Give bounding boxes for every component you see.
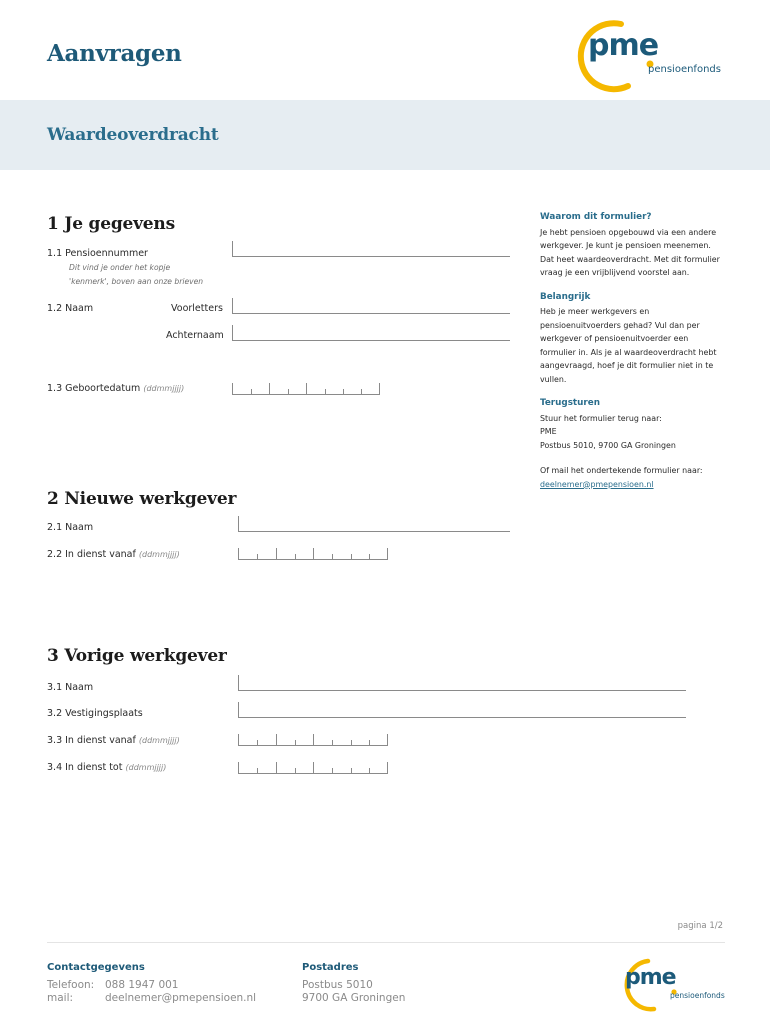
vorige-in-dienst-vanaf-label [47, 735, 180, 746]
terugsturen-heading: Terugsturen [540, 398, 600, 408]
pensioennummer-hint-2: 'kenmerk', boven aan onze brieven [69, 277, 204, 286]
page-number: pagina 1/2 [677, 921, 723, 931]
nieuwe-werkgever-naam-label: 2.1 Naam [47, 522, 94, 533]
logo-brand: pme [588, 28, 659, 63]
tel-value: 088 1947 001 [105, 979, 179, 991]
belangrijk-heading: Belangrijk [540, 291, 591, 302]
section-1-heading: 1 Je gegevens [47, 214, 175, 234]
pme-logo-top [566, 14, 726, 94]
pensioennummer-field[interactable] [232, 241, 510, 257]
in-dienst-text: 2.2 In dienst vanaf [47, 549, 136, 560]
vorige-in-dienst-tot-label [47, 762, 166, 773]
belangrijk-line: formulier in. Als je al waardeoverdracht hebt [540, 347, 717, 357]
vorige-werkgever-naam-field[interactable] [238, 675, 686, 691]
postadres-line2: 9700 GA Groningen [302, 992, 406, 1004]
geboortedatum-text: 1.3 Geboortedatum [47, 383, 141, 394]
vestigingsplaats-label: 3.2 Vestigingsplaats [47, 708, 143, 719]
page-subtitle: Waardeoverdracht [47, 125, 219, 145]
mail-value[interactable]: deelnemer@pmepensioen.nl [105, 992, 257, 1004]
belangrijk-line: vullen. [540, 374, 567, 384]
waarom-heading: Waarom dit formulier? [540, 212, 652, 222]
naam-label: 1.2 Naam [47, 303, 94, 314]
vorige-in-dienst-tot-field[interactable] [238, 762, 388, 774]
info-sidebar [540, 211, 725, 491]
waarom-line: Je hebt pensioen opgebouwd via een andere [540, 227, 717, 237]
achternaam-label: Achternaam [166, 330, 224, 341]
terugsturen-line: PME [540, 427, 557, 436]
pensioennummer-hint-1: Dit vind je onder het kopje [69, 263, 171, 272]
section-2-heading: 2 Nieuwe werkgever [47, 489, 237, 509]
contact-heading: Contactgegevens [47, 962, 145, 973]
postadres-heading: Postadres [302, 962, 359, 973]
page-title: Aanvragen [47, 40, 182, 67]
vestigingsplaats-field[interactable] [238, 702, 686, 718]
logo-tagline: pensioenfonds [648, 64, 721, 75]
email-link[interactable]: deelnemer@pmepensioen.nl [540, 479, 654, 489]
waarom-line: werkgever. Je kunt je pensioen meenemen. [540, 241, 711, 250]
achternaam-field[interactable] [232, 325, 510, 341]
geboortedatum-field[interactable] [232, 383, 380, 395]
tel-label: Telefoon: [47, 979, 95, 991]
postadres-line1: Postbus 5010 [302, 979, 373, 991]
terugsturen-mail-text: Of mail het ondertekende formulier naar: [540, 466, 703, 475]
geboortedatum-hint: (ddmmjjjj) [143, 384, 185, 393]
nieuwe-werkgever-naam-field[interactable] [238, 516, 510, 532]
footer-divider [47, 942, 725, 943]
voorletters-field[interactable] [232, 298, 510, 314]
belangrijk-line: Heb je meer werkgevers en [540, 307, 650, 316]
waarom-line: vraag je een vrijblijvend voorstel aan. [540, 268, 690, 277]
belangrijk-line: aangevraagd, hoef je dit formulier niet in te [540, 361, 714, 370]
vorige-in-dienst-vanaf-field[interactable] [238, 734, 388, 746]
in-dienst-hint: (ddmmjjjj) [138, 550, 180, 559]
logo-tagline-footer: pensioenfonds [670, 991, 725, 1000]
vorige-werkgever-naam-label: 3.1 Naam [47, 682, 94, 693]
voorletters-label: Voorletters [171, 303, 223, 314]
belangrijk-line: werkgever of pensioenuitvoerder een [540, 334, 689, 343]
terugsturen-line: Stuur het formulier terug naar: [540, 413, 662, 423]
pme-logo-footer [610, 955, 726, 1015]
mail-label: mail: [47, 992, 74, 1004]
geboortedatum-label [47, 383, 184, 394]
in-dienst-vanaf-text: 3.3 In dienst vanaf [47, 735, 136, 746]
section-3-heading: 3 Vorige werkgever [47, 646, 227, 666]
terugsturen-line: Postbus 5010, 9700 GA Groningen [540, 440, 676, 450]
belangrijk-line: pensioenuitvoerders gehad? Vul dan per [540, 320, 700, 330]
waarom-line: Dat heet waardeoverdracht. Met dit formulier [540, 254, 720, 264]
in-dienst-vanaf-hint: (ddmmjjjj) [138, 736, 180, 745]
nieuwe-werkgever-datum-field[interactable] [238, 548, 388, 560]
in-dienst-tot-hint: (ddmmjjjj) [125, 763, 167, 772]
in-dienst-tot-text: 3.4 In dienst tot [47, 762, 123, 773]
logo-brand-footer: pme [625, 965, 676, 990]
nieuwe-werkgever-in-dienst-label [47, 549, 180, 560]
pensioennummer-label: 1.1 Pensioennummer [47, 248, 148, 259]
